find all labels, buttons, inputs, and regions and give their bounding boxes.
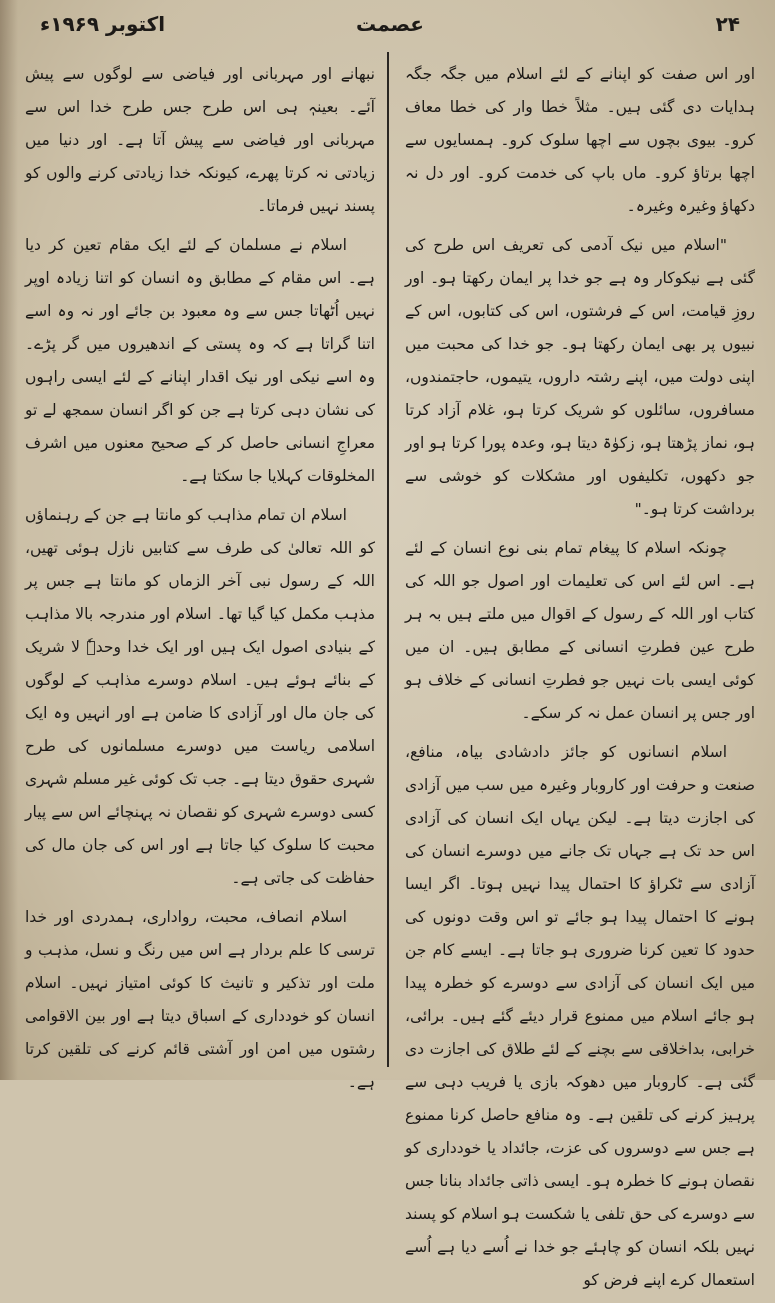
- page-number: ۲۴: [715, 12, 740, 36]
- paragraph: اسلام نے مسلمان کے لئے ایک مقام تعین کر دیا ہے۔ اس مقام کے مطابق وہ انسان کو اتنا زیادہ اوپر نہیں اُٹھاتا جس سے وہ معبود بن جائے اور نہ وہ اسے اتنا گراتا ہے کہ وہ پستی کے اندھیروں میں گر پڑے۔ وہ اسے نیکی اور نیک اقدار اپنانے کے لئے ایسی راہوں کی نشان دہی کرتا ہے جن کو اگر انسان سمجھ لے تو معراجِ انسانی حاصل کر کے صحیح معنوں میں اشرف المخلوقات کہلایا جا سکتا ہے۔: [25, 236, 375, 485]
- paragraph: چونکہ اسلام کا پیغام تمام بنی نوع انسان کے لئے ہے۔ اس لئے اس کی تعلیمات اور اصول جو اللہ کی کتاب اور اللہ کے رسول کے اقوال میں ملتے ہیں بہ ہر طرح عین فطرتِ انسانی کے مطابق ہیں۔ ان میں کوئی ایسی بات نہیں جو فطرتِ انسانی کے خلاف ہو اور جس پر انسان عمل نہ کر سکے۔: [405, 539, 755, 722]
- left-text-column: [25, 58, 375, 1105]
- magazine-title: عصمت: [356, 12, 424, 36]
- paragraph: نبھانے اور مہربانی اور فیاضی سے لوگوں سے پیش آئے۔ بعینہٖ ہی اس طرح جس طرح خدا اس سے مہربانی اور فیاضی سے پیش آتا ہے۔ اور دنیا میں زیادتی نہ کرتا پھرے، کیونکہ خدا زیادتی کرنے والوں کو پسند نہیں فرماتا۔: [25, 65, 375, 215]
- paragraph: اسلام انصاف، محبت، رواداری، ہمدردی اور خدا ترسی کا علم بردار ہے اس میں رنگ و نسل، مذہب و ملت اور تذکیر و تانیث کا کوئی امتیاز نہیں۔ اسلام انسان کو خودداری کے اسباق دیتا ہے اور بین الاقوامی رشتوں میں امن اور آشتی قائم کرنے کی تلقین کرتا ہے۔: [25, 908, 375, 1091]
- paragraph: اسلام ان تمام مذاہب کو مانتا ہے جن کے رہنماؤں کو اللہ تعالیٰ کی طرف سے کتابیں نازل ہوئی تھیں، اللہ کے رسول نبی آخر الزماں کو مانتا ہے جس پر مذہب مکمل کیا گیا تھا۔ اسلام اور مندرجہ بالا مذاہب کے بنیادی اصول ایک ہیں اور ایک خدا وحدہٗ لا شریک کے بنائے ہوئے ہیں۔ اسلام دوسرے مذاہب کے لوگوں کی جان مال اور آزادی کا ضامن ہے اور انہیں وہ ایک اسلامی ریاست میں دوسرے مسلمانوں کی طرح شہری حقوق دیتا ہے۔ جب تک کوئی غیر مسلم شہری کسی دوسرے شہری کو نقصان نہ پہنچائے اس سے پیار محبت کا سلوک کیا جاتا ہے اور اس کی جان مال کی حفاظت کی جاتی ہے۔: [25, 506, 375, 887]
- right-text-column: [405, 58, 755, 1303]
- column-divider: [387, 52, 389, 1067]
- paragraph: اسلام انسانوں کو جائز دادشادی بیاہ، منافع، صنعت و حرفت اور کاروبار وغیرہ میں سب میں آزادی کی اجازت دیتا ہے۔ لیکن یہاں ایک انسان کی آزادی اس حد تک ہے جہاں تک جانے میں دوسرے انسان کی آزادی سے ٹکراؤ کا احتمال پیدا نہیں ہوتا۔ اگر ایسا ہونے کا احتمال پیدا ہو جائے تو اس وقت دونوں کی حدود کا تعین کرنا ضروری ہو جاتا ہے۔ ایسے کام جن میں ایک انسان کی آزادی سے دوسرے کو خطرہ پیدا ہو جائے اسلام میں ممنوع قرار دیئے گئے ہیں۔ برائی، خرابی، بداخلاقی سے بچنے کے لئے طلاق کی اجازت دی گئی ہے۔ کاروبار میں دھوکہ بازی یا فریب دہی سے پرہیز کرنے کی تلقین ہے۔ وہ منافع حاصل کرنا ممنوع ہے جس سے دوسروں کی عزت، جائداد یا خودداری کو نقصان ہونے کا خطرہ ہو۔ ایسی ذاتی جائداد بنانا جس سے دوسرے کی حق تلفی یا شکست ہو اسلام کو پسند نہیں بلکہ انسان کو چاہئے جو خدا نے اُسے دیا ہے اُسے استعمال کرے اپنے فرض کو: [405, 743, 755, 1289]
- page-header: [20, 12, 760, 46]
- paragraph: اور اس صفت کو اپنانے کے لئے اسلام میں جگہ جگہ ہدایات دی گئی ہیں۔ مثلاً خطا وار کی خطا معاف کرو۔ بیوی بچوں سے اچھا سلوک کرو۔ ہمسایوں سے اچھا برتاؤ کرو۔ ماں باپ کی خدمت کرو۔ اور دل نہ دکھاؤ وغیرہ وغیرہ۔: [405, 65, 755, 215]
- page-edge-shadow: [0, 0, 18, 1080]
- paragraph: "اسلام میں نیک آدمی کی تعریف اس طرح کی گئی ہے نیکوکار وہ ہے جو خدا پر ایمان رکھتا ہو۔ اور روزِ قیامت، اس کے فرشتوں، اس کی کتابوں، اس کے نبیوں پر بھی ایمان رکھتا ہو۔ جو خدا کی محبت میں اپنی دولت میں، اپنے رشتہ داروں، یتیموں، حاجتمندوں، مسافروں، سائلوں کو شریک کرتا ہو، غلام آزاد کرتا ہو، نماز پڑھتا ہو، زکوٰۃ دیتا ہو، وعدہ پورا کرتا ہو اور جو دکھوں، تکلیفوں اور مشکلات کو خوشی سے برداشت کرتا ہو۔": [405, 236, 755, 518]
- issue-date: اکتوبر ۱۹۶۹ء: [40, 12, 166, 36]
